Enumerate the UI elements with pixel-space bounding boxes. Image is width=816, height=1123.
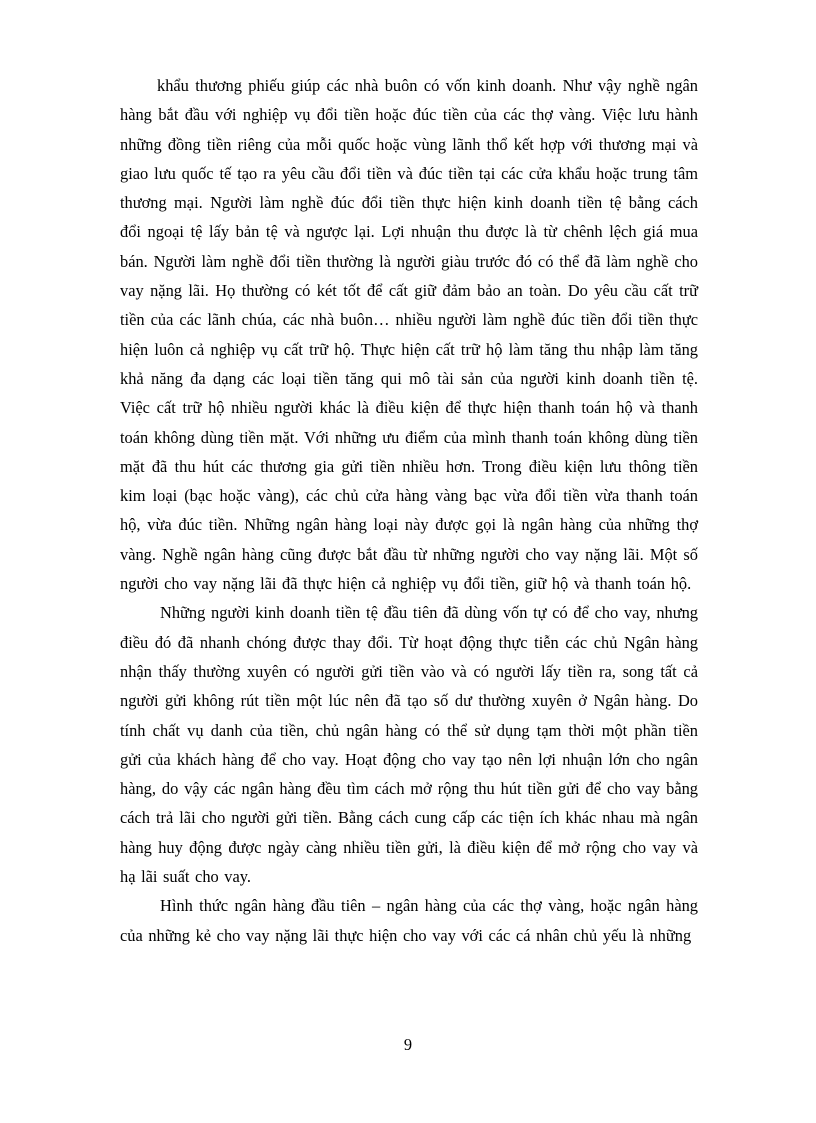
paragraph-3: Hình thức ngân hàng đầu tiên – ngân hàng của các thợ vàng, hoặc ngân hàng của những kẻ cho vay nặng lãi thực hiện cho vay với các cá nhân chủ yếu là những: [120, 896, 698, 945]
paragraph-2: Những người kinh doanh tiền tệ đầu tiên đã dùng vốn tự có để cho vay, nhưng điều đó đã nhanh chóng được thay đổi. Từ hoạt động thực tiễn các chủ Ngân hàng nhận thấy thường xuyên có người gửi tiền vào và có người lấy tiền ra, song tất cả người gửi không rút tiền một lúc nên đã tạo số dư thường xuyên ở Ngân hàng. Do tính chất vụ danh của tiền, chủ ngân hàng có thể sử dụng tạm thời một phần tiền gửi của khách hàng để cho vay. Hoạt động cho vay tạo nên lợi nhuận lớn cho ngân hàng, do vậy các ngân hàng đều tìm cách mở rộng thu hút tiền gửi để cho vay bằng cách trả lãi cho người gửi tiền. Bằng cách cung cấp các tiện ích khác nhau mà ngân hàng huy động được ngày càng nhiều tiền gửi, là điều kiện để mở rộng cho vay và hạ lãi suất cho vay.: [120, 603, 698, 887]
paragraph-1: khẩu thương phiếu giúp các nhà buôn có vốn kinh doanh. Như vậy nghề ngân hàng bắt đầu với nghiệp vụ đổi tiền hoặc đúc tiền của các thợ vàng. Việc lưu hành những đồng tiền riêng của mỗi quốc hoặc vùng lãnh thổ kết hợp với thương mại và giao lưu quốc tế tạo ra yêu cầu đổi tiền và đúc tiền tại các cửa khẩu hoặc trung tâm thương mại. Người làm nghề đúc đổi tiền thực hiện kinh doanh tiền tệ bằng cách đổi ngoại tệ lấy bản tệ và ngược lại. Lợi nhuận thu được là từ chênh lệch giá mua bán. Người làm nghề đổi tiền thường là người giàu trước đó có thể đã làm nghề cho vay nặng lãi. Họ thường có két tốt để cất giữ đảm bảo an toàn. Do yêu cầu cất trữ tiền của các lãnh chúa, các nhà buôn… nhiều người làm nghề đúc tiền đổi tiền thực hiện luôn cả nghiệp vụ cất trữ hộ. Thực hiện cất trữ hộ làm tăng thu nhập làm tăng khả năng đa dạng các loại tiền tăng qui mô tài sản của người kinh doanh tiền tệ. Việc cất trữ hộ nhiều người khác là điều kiện để thực hiện thanh toán hộ và thanh toán không dùng tiền mặt. Với những ưu điểm của mình thanh toán không dùng tiền mặt đã thu hút các thương gia gửi tiền nhiều hơn. Trong điều kiện lưu thông tiền kim loại (bạc hoặc vàng), các chủ cửa hàng vàng bạc vừa đổi tiền vừa thanh toán hộ, vừa đúc tiền. Những ngân hàng loại này được gọi là ngân hàng của những thợ vàng. Nghề ngân hàng cũng được bắt đầu từ những người cho vay nặng lãi. Một số người cho vay nặng lãi đã thực hiện cả nghiệp vụ đổi tiền, giữ hộ và thanh toán hộ.: [120, 76, 698, 594]
page-number: 9: [403, 1035, 413, 1054]
body-text: [120, 71, 698, 950]
